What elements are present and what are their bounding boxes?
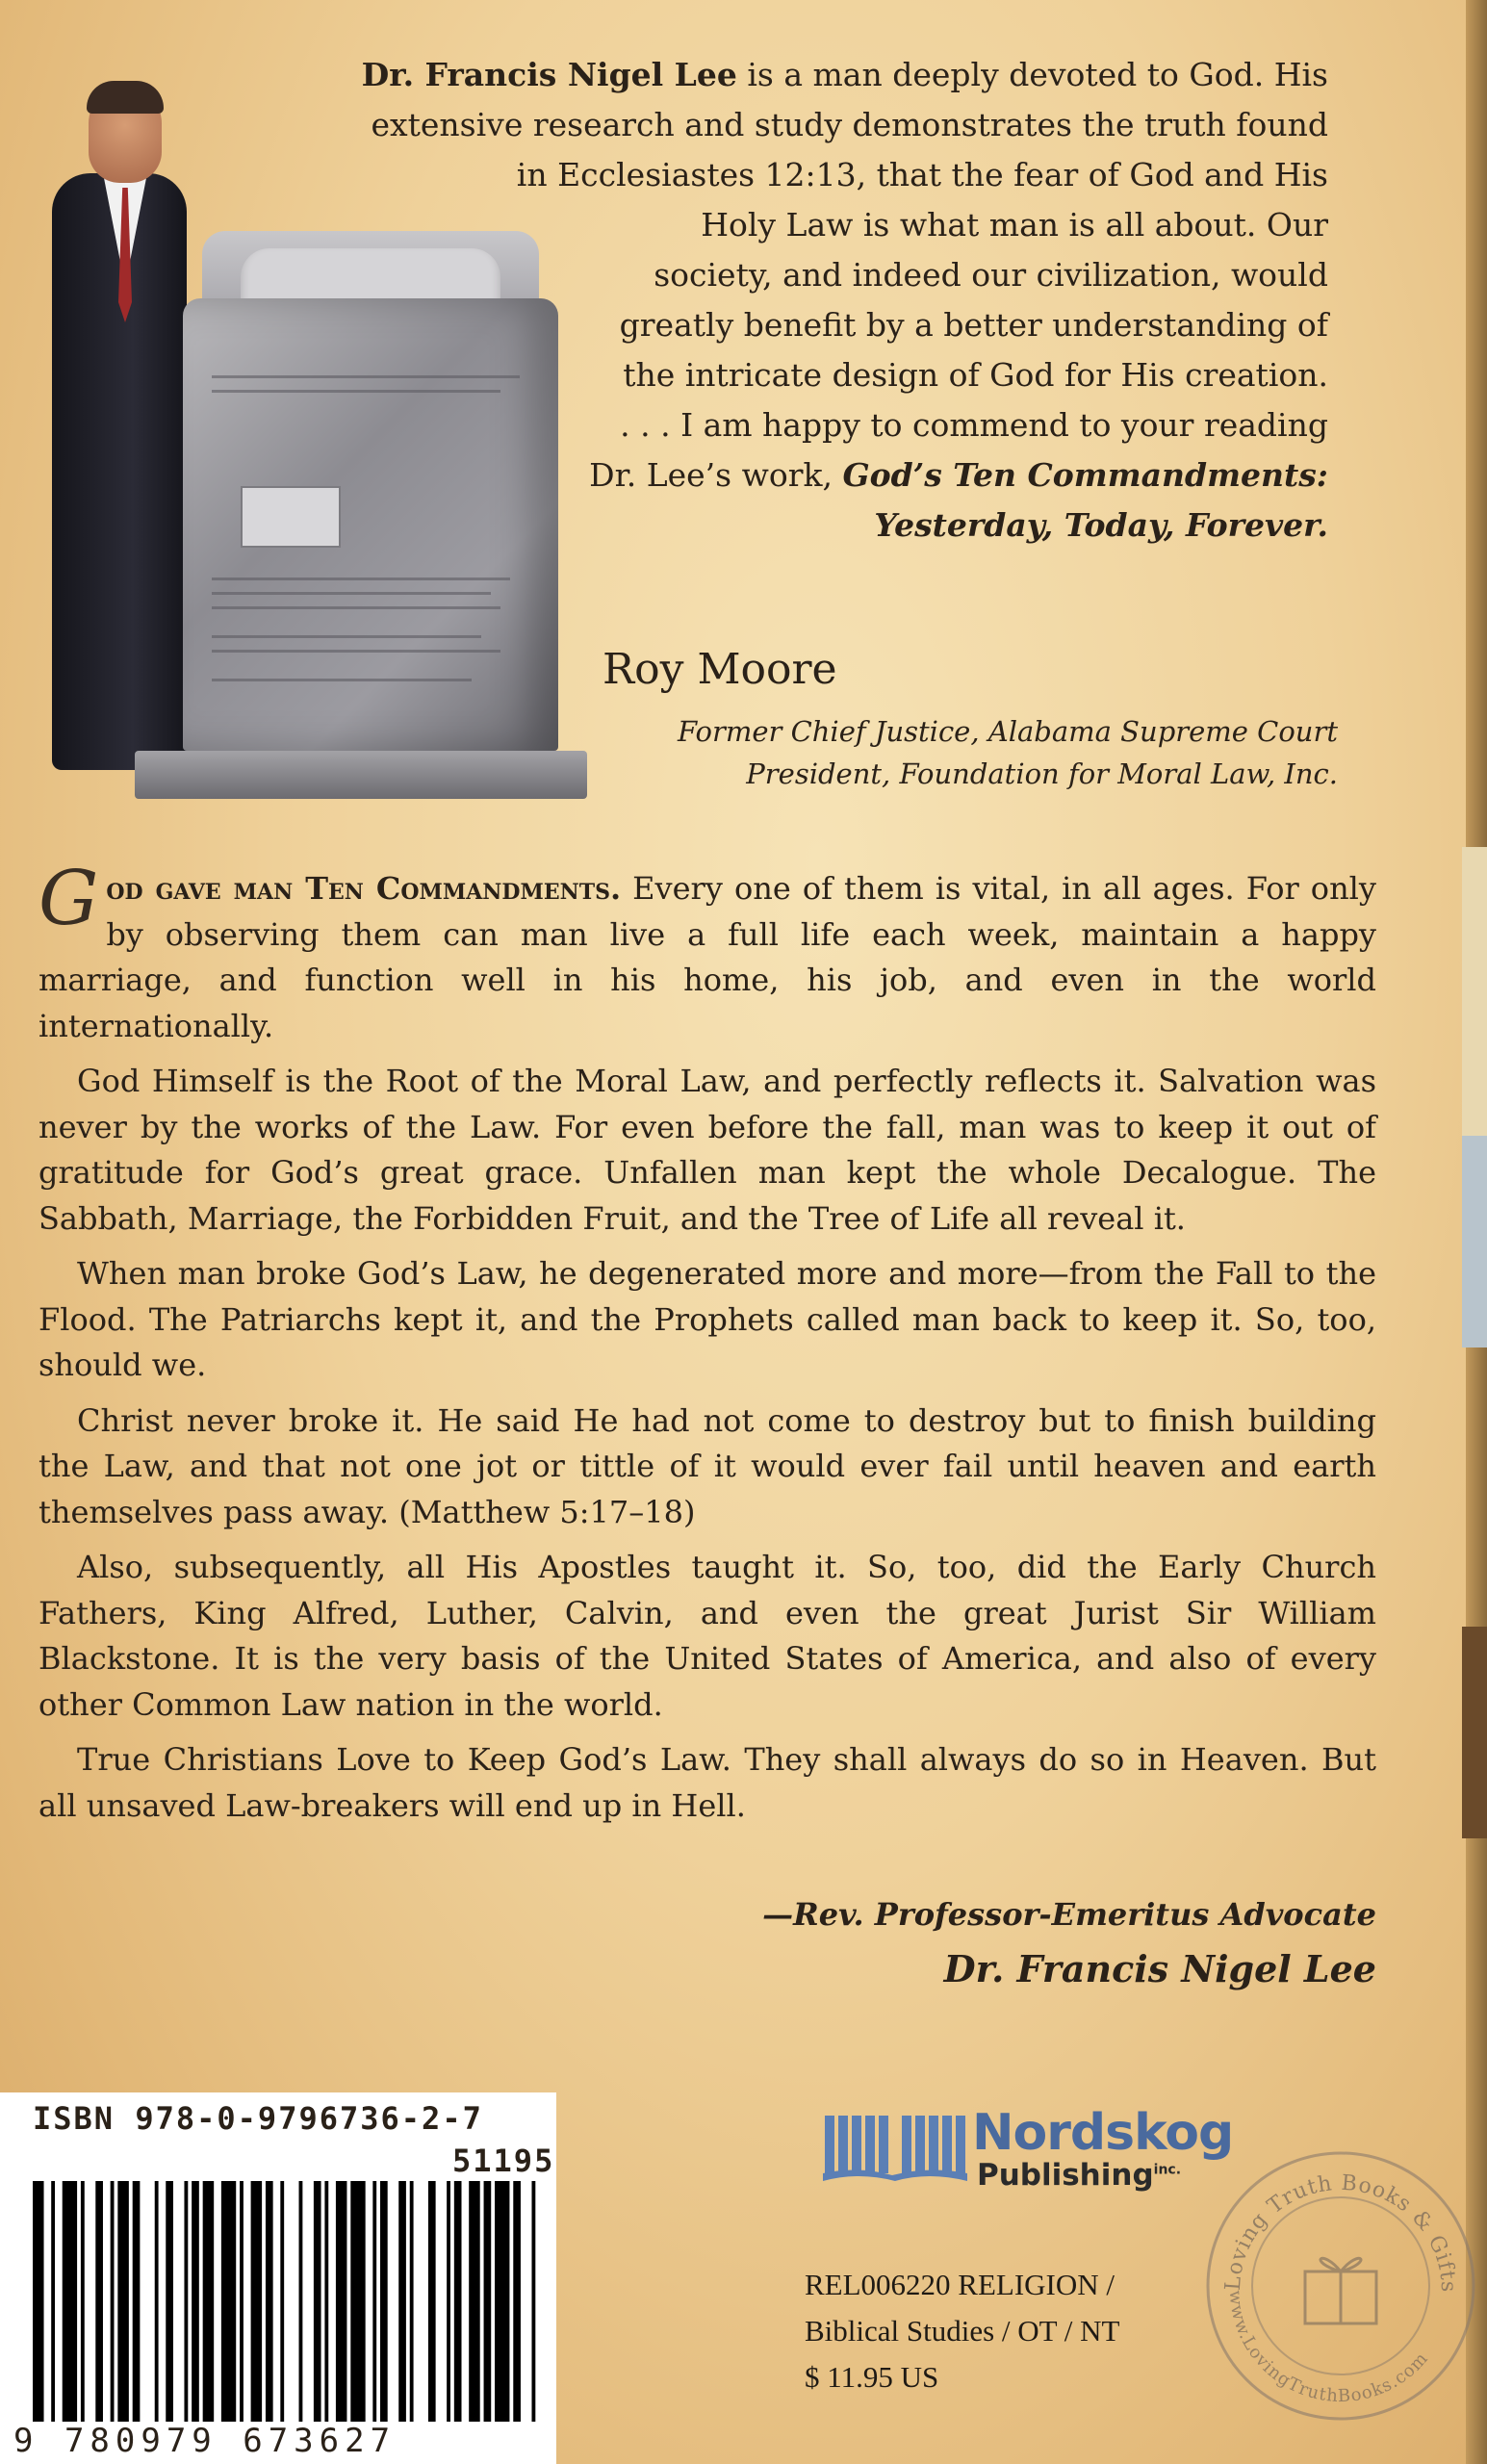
page-tab-2 <box>1462 1136 1487 1348</box>
description-paragraph: Also, subsequently, all His Apostles taught it. So, too, did the Early Church Fathers, King Alfred, Luther, Calvin, and even the great Jurist Sir William Blackstone. It is the very basis of the United States of America, and also of every other Common Law nation in the world. <box>38 1549 1376 1723</box>
barcode-bar <box>240 2181 244 2422</box>
barcode-bar <box>398 2181 406 2422</box>
barcode-bar <box>184 2181 188 2422</box>
publisher-logo <box>823 2104 1234 2193</box>
quote-line: society, and indeed our civilization, would <box>654 256 1328 294</box>
barcode-bar <box>447 2181 450 2422</box>
isbn-text: ISBN 978-0-9796736-2-7 <box>33 2100 483 2137</box>
barcode-bars <box>33 2181 543 2422</box>
monument-engraving <box>212 679 472 681</box>
barcode-bar <box>221 2181 236 2422</box>
barcode-bar <box>336 2181 347 2422</box>
barcode-bar <box>484 2181 492 2422</box>
open-book-icon <box>823 2112 967 2181</box>
barcode-bar <box>81 2181 85 2422</box>
barcode-bar <box>410 2181 414 2422</box>
endorser-name: Roy Moore <box>602 645 837 694</box>
description-paragraph: True Christians Love to Keep God’s Law. They shall always do so in Heaven. But all unsaved Law-breakers will end up in Hell. <box>38 1741 1376 1824</box>
barcode-bar <box>531 2181 535 2422</box>
barcode-bar <box>280 2181 284 2422</box>
page-tab-3 <box>1462 1627 1487 1838</box>
barcode-bar <box>251 2181 263 2422</box>
gift-icon <box>1305 2258 1376 2323</box>
barcode-bar <box>495 2181 509 2422</box>
barcode-bar <box>133 2181 141 2422</box>
quote-line: the intricate design of God for His creation. <box>623 356 1328 394</box>
description-paragraph: When man broke God’s Law, he degenerated more and more—from the Fall to the Flood. The Patriarchs kept it, and the Prophets called man back to keep it. So, too, should we. <box>38 1255 1376 1383</box>
signature-title: —Rev. Professor-Emeritus Advocate <box>762 1896 1376 1933</box>
barcode-bar <box>454 2181 462 2422</box>
monument-engraving <box>212 635 481 638</box>
barcode-bar <box>324 2181 328 2422</box>
barcode-bar <box>513 2181 521 2422</box>
barcode-bar <box>350 2181 365 2422</box>
page-tab-1 <box>1462 847 1487 1136</box>
barcode-bar <box>95 2181 103 2422</box>
price-text: $ 11.95 US <box>805 2360 939 2394</box>
lead-sentence: od gave man Ten Commandments. <box>106 870 622 907</box>
monument-engraving <box>212 578 510 580</box>
barcode-bar <box>192 2181 199 2422</box>
quote-line: Holy Law is what man is all about. Our <box>701 206 1328 244</box>
monument-engraving <box>212 606 500 609</box>
barcode-bar <box>63 2181 77 2422</box>
barcode-bar <box>33 2181 44 2422</box>
description-paragraph: Christ never broke it. He said He had not come to destroy but to finish building the Law, and that not one jot or tittle of it would ever fail until heaven and earth themselves pass away. (Matthew 5:17–18) <box>38 1401 1376 1530</box>
publisher-name: Nordskog <box>972 2104 1234 2162</box>
barcode-bar <box>266 2181 273 2422</box>
quote-line: Dr. Francis Nigel Lee is a man deeply devoted to God. His <box>361 56 1328 93</box>
quote-line: Dr. Lee’s work, God’s Ten Commandments: <box>589 456 1328 494</box>
person-suit <box>52 173 187 770</box>
endorsement-quote <box>241 50 1328 551</box>
person-hair <box>87 81 164 114</box>
monument-engraving <box>212 650 500 653</box>
book-title: God’s Ten Commandments: <box>842 456 1328 494</box>
monument-base <box>135 751 587 799</box>
barcode-bar <box>203 2181 215 2422</box>
barcode-bar <box>469 2181 480 2422</box>
endorser-title-1: Former Chief Justice, Alabama Supreme Court <box>677 715 1338 748</box>
endorsement-subject: Dr. Francis Nigel Lee <box>361 56 737 93</box>
category-line-1: REL006220 RELIGION / <box>805 2268 1115 2301</box>
quote-line: greatly benefit by a better understanding of <box>619 306 1328 344</box>
drop-cap: G <box>38 856 99 942</box>
barcode-bar <box>111 2181 115 2422</box>
quote-line: extensive research and study demonstrates the truth found <box>371 106 1328 143</box>
barcode-bar <box>117 2181 129 2422</box>
store-seal-stamp <box>1201 2146 1480 2426</box>
seal-text: Loving Truth Books & Gifts <box>1220 2170 1461 2294</box>
ean-number: 9 780979 673627 <box>13 2422 397 2460</box>
barcode-bar <box>166 2181 173 2422</box>
endorser-titles <box>539 710 1338 795</box>
barcode-panel <box>0 2092 556 2464</box>
endorser-title-2: President, Foundation for Moral Law, Inc. <box>746 757 1338 790</box>
seal-url: www.LovingTruthBooks.com <box>1224 2289 1433 2407</box>
monument-engraving <box>212 592 491 595</box>
quote-line: in Ecclesiastes 12:13, that the fear of God and His <box>516 156 1328 193</box>
barcode-bar <box>428 2181 436 2422</box>
book-description <box>38 856 1376 1838</box>
barcode-bar <box>314 2181 321 2422</box>
description-paragraph: God gave man Ten Commandments. Every one of them is vital, in all ages. For only by observing them can man live a full life each week, maintain a happy marriage, and function well in his home, his job, and even in the world internationally. <box>38 856 1376 1044</box>
book-title-subtitle: Yesterday, Today, Forever. <box>874 506 1328 544</box>
quote-line: . . . I am happy to commend to your reading <box>620 406 1328 444</box>
barcode-bar <box>372 2181 376 2422</box>
category-line-2: Biblical Studies / OT / NT <box>805 2314 1120 2348</box>
barcode-bar <box>51 2181 55 2422</box>
signature-name: Dr. Francis Nigel Lee <box>943 1947 1376 1990</box>
barcode-bar <box>299 2181 303 2422</box>
publisher-sub: Publishing$^{inc.}$ <box>977 2158 1182 2193</box>
barcode-bar <box>380 2181 388 2422</box>
price-code: 51195 <box>452 2143 555 2179</box>
barcode-bar <box>155 2181 159 2422</box>
description-paragraph: God Himself is the Root of the Moral Law, and perfectly reflects it. Salvation was never by the works of the Law. For even before the fall, man was to keep it out of gratitude for God’s great grace. Unfallen man kept the whole Decalogue. The Sabbath, Marriage, the Forbidden Fruit, and the Tree of Life all reveal it. <box>38 1063 1376 1237</box>
bisac-category <box>805 2262 1120 2400</box>
